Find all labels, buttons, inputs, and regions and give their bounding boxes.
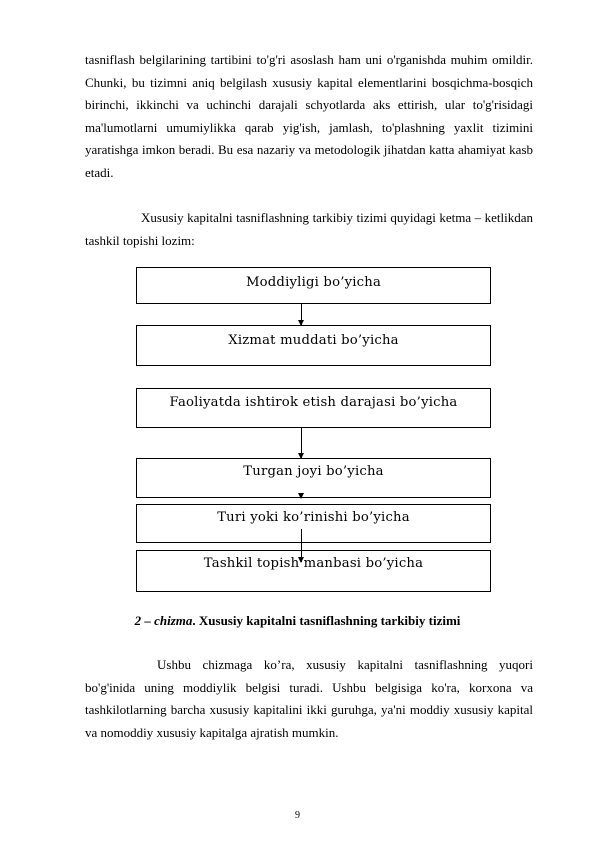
diagram-box-label: Turgan joyi bo’yicha <box>243 464 384 479</box>
diagram-box-label: Turi yoki ko’rinishi bo’yicha <box>217 510 410 525</box>
figure-caption <box>0 613 595 629</box>
arrow-down-icon <box>301 304 302 325</box>
figure-title: . Xususiy kapitalni tasniflashning tarkibiy tizimi <box>192 613 461 628</box>
diagram-box-label: Moddiyligi bo’yicha <box>245 275 382 290</box>
diagram-box-tashkil-topish <box>136 550 491 592</box>
diagram-box-turgan-joyi <box>136 458 491 498</box>
diagram-box-faoliyatda-ishtirok <box>136 388 491 428</box>
body-paragraph-3: Ushbu chizmaga ko’ra, xususiy kapitalni tasniflashning yuqori bo'g'inida uning moddiylik belgisi turadi. Ushbu belgisiga ko'ra, korxona va tashkilotlarning barcha xususiy kapitalini ikki guruhga, ya'ni moddiy xususiy kapital va nomoddiy xususiy kapitalga ajratish mumkin. <box>85 657 533 740</box>
diagram-box-turi-korinishi <box>136 504 491 543</box>
page-number: 9 <box>295 810 300 821</box>
diagram-box-label: Tashkil topish manbasi bo’yicha <box>203 556 424 571</box>
body-paragraph-2: Xususiy kapitalni tasniflashning tarkibiy tizimi quyidagi ketma – ketlikdan tashkil topishi lozim: <box>85 210 533 248</box>
arrow-down-icon <box>301 459 302 498</box>
diagram-box-xizmat-muddati <box>136 325 491 366</box>
diagram-box-moddiyligi <box>136 267 491 304</box>
body-paragraph-1: tasniflash belgilarining tartibini to'g'ri asoslash ham uni o'rganishda muhim omildir. Chunki, bu tizimni aniq belgilash xususiy kapital elementlarini bosqichma-bosqich birinchi, ikkinchi va uchinchi darajali schyotlarda aks ettirish, ular to'g'risidagi ma'lumotlarni umumiylikka qarab yig'ish, jamlash, to'plashning yaxlit tizimini yaratishga imkon beradi. Bu esa nazariy va metodologik jihatdan katta ahamiyat kasb etadi. <box>85 52 533 180</box>
diagram-box-label: Faoliyatda ishtirok etish darajasi bo’yicha <box>169 395 458 410</box>
diagram-box-label: Xizmat muddati bo’yicha <box>228 333 399 348</box>
arrow-down-icon <box>301 428 302 458</box>
figure-number: 2 – chizma <box>134 613 193 628</box>
